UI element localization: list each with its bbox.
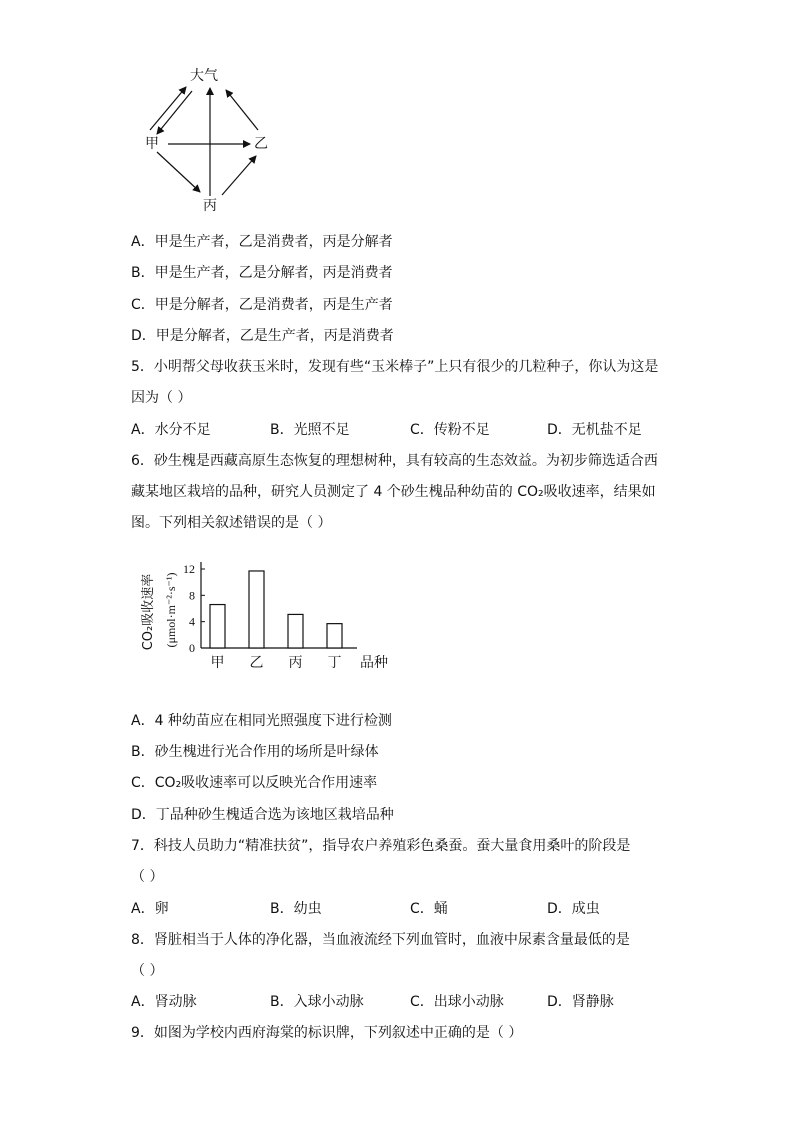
bar	[327, 624, 342, 648]
y-tick-label: 8	[189, 588, 195, 603]
q8-option-a: A．肾动脉	[131, 994, 197, 1010]
node-atmosphere: 大气	[190, 68, 218, 84]
q7-stem-line2: （ ）	[131, 869, 164, 885]
node-jia: 甲	[145, 136, 159, 152]
q6-stem-line3: 图。下列相关叙述错误的是（ ）	[131, 515, 332, 531]
q8-stem-line2: （ ）	[131, 963, 164, 979]
x-category-label: 丙	[288, 655, 303, 671]
q7-stem-line1: 7．科技人员助力“精准扶贫”，指导农户养殖彩色桑蚕。蚕大量食用桑叶的阶段是	[131, 838, 631, 854]
q6-stem-line2: 藏某地区栽培的品种，研究人员测定了 4 个砂生槐品种幼苗的 CO₂吸收速率，结果如	[131, 484, 656, 500]
arrow-bing-to-yi	[222, 156, 256, 195]
q5-option-b: B．光照不足	[270, 422, 350, 438]
x-axis-label: 品种	[360, 655, 388, 671]
q4-option-b: B．甲是生产者，乙是分解者，丙是消费者	[131, 265, 393, 281]
node-bing: 丙	[203, 198, 217, 214]
y-axis-label-unit: (μmol·m⁻²·s⁻¹)	[164, 572, 178, 648]
q4-option-c: C．甲是分解者，乙是消费者，丙是生产者	[131, 297, 393, 313]
y-tick-label: 0	[189, 641, 195, 655]
q4-option-d: D．甲是分解者，乙是生产者，丙是消费者	[131, 328, 394, 344]
x-category-label: 乙	[249, 655, 264, 671]
q8-option-c: C．出球小动脉	[410, 994, 504, 1010]
y-tick-label: 12	[183, 562, 195, 576]
q7-option-c: C．蛹	[410, 901, 448, 917]
q5-option-d: D．无机盐不足	[547, 422, 642, 438]
q6-option-b: B．砂生槐进行光合作用的场所是叶绿体	[131, 744, 379, 760]
x-category-label: 甲	[210, 655, 225, 671]
arrow-jia-to-bing	[157, 152, 200, 192]
bar	[288, 614, 303, 648]
arrow-jia-to-atmosphere	[150, 87, 186, 130]
q8-stem-line1: 8．肾脏相当于人体的净化器，当血液流经下列血管时，血液中尿素含量最低的是	[131, 932, 630, 948]
q4-option-a: A．甲是生产者，乙是消费者，丙是分解者	[131, 234, 393, 250]
q5-stem-line1: 5．小明帮父母收获玉米时，发现有些“玉米棒子”上只有很少的几粒种子，你认为这是	[131, 359, 659, 375]
q7-option-d: D．成虫	[547, 901, 600, 917]
node-yi: 乙	[254, 136, 268, 152]
q5-option-a: A．水分不足	[131, 422, 211, 438]
q6-option-a: A．4 种幼苗应在相同光照强度下进行检测	[131, 713, 392, 729]
x-category-label: 丁	[327, 655, 342, 671]
q9-stem-line1: 9．如图为学校内西府海棠的标识牌，下列叙述中正确的是（ ）	[131, 1025, 523, 1041]
q6-stem-line1: 6．砂生槐是西藏高原生态恢复的理想树种，具有较高的生态效益。为初步筛选适合西	[131, 453, 658, 469]
q8-option-d: D．肾静脉	[547, 994, 614, 1010]
y-tick-label: 4	[189, 614, 195, 629]
q7-option-a: A．卵	[131, 901, 169, 917]
q6-option-d: D．丁品种砂生槐适合选为该地区栽培品种	[131, 807, 394, 823]
arrow-yi-to-atmosphere	[226, 90, 258, 130]
bar	[249, 571, 264, 648]
q5-option-c: C．传粉不足	[410, 422, 490, 438]
arrow-atmosphere-to-jia	[157, 91, 192, 134]
q5-stem-line2: 因为（ ）	[131, 390, 192, 406]
y-axis-label-main: CO₂吸收速率	[141, 573, 156, 651]
q7-option-b: B．幼虫	[270, 901, 322, 917]
bar	[210, 605, 225, 648]
q6-option-c: C．CO₂吸收速率可以反映光合作用速率	[131, 775, 378, 791]
q8-option-b: B．入球小动脉	[270, 994, 364, 1010]
carbon-cycle-diagram	[0, 0, 794, 230]
